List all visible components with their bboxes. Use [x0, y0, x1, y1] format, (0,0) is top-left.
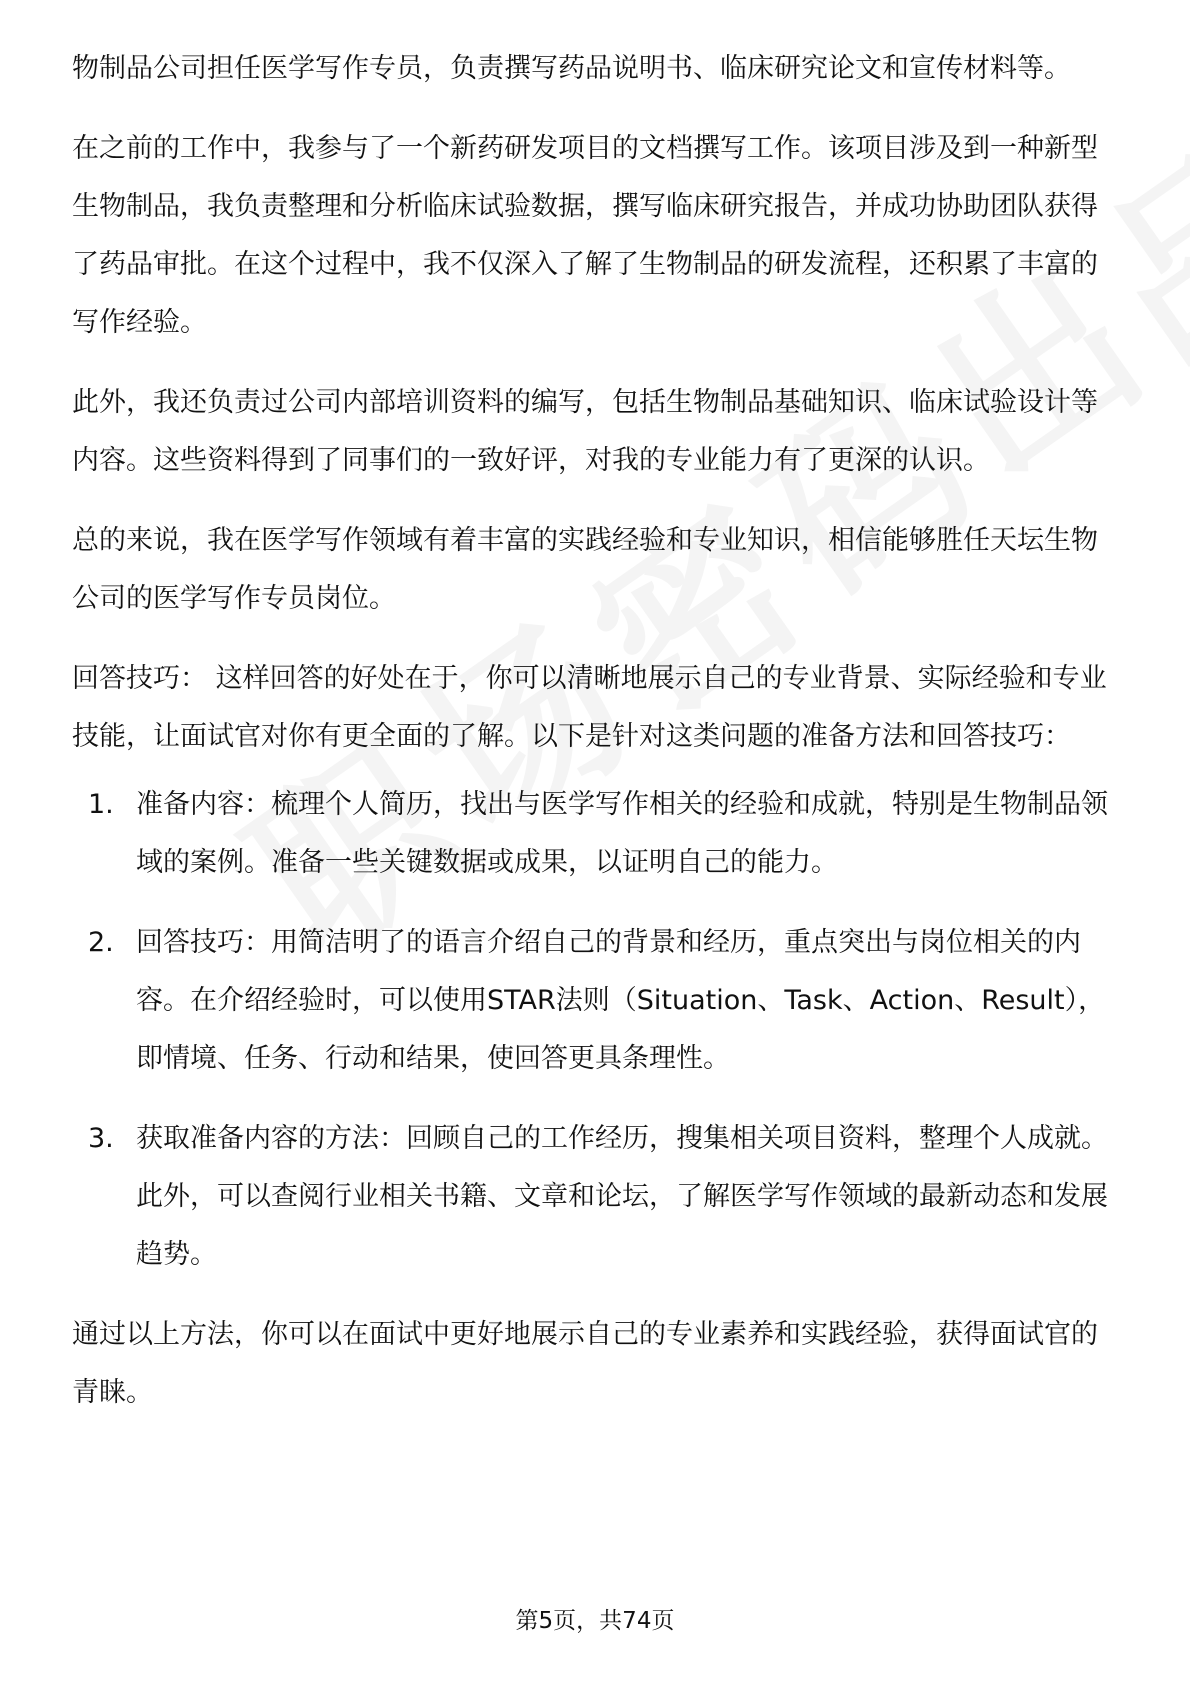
paragraph-summary: 总的来说，我在医学写作领域有着丰富的实践经验和专业知识，相信能够胜任天坛生物公司的医学写作专员岗位。: [72, 525, 1098, 614]
list-item-number: 3.: [88, 1123, 114, 1154]
list-item-number: 1.: [88, 789, 114, 820]
page-number-footer: 第5页，共74页: [515, 1608, 675, 1634]
paragraph-role-description: 物制品公司担任医学写作专员，负责撰写药品说明书、临床研究论文和宣传材料等。: [72, 53, 1071, 84]
list-item: [82, 776, 1122, 892]
list-item: [82, 914, 1122, 1088]
list-item: [82, 1110, 1122, 1284]
list-item-text: 回答技巧：用简洁明了的语言介绍自己的背景和经历，重点突出与岗位相关的内容。在介绍经验时，可以使用STAR法则（Situation、Task、Action、Result），即情境、任务、行动和结果，使回答更具条理性。: [136, 927, 1106, 1074]
paragraph-project-experience: 在之前的工作中，我参与了一个新药研发项目的文档撰写工作。该项目涉及到一种新型生物制品，我负责整理和分析临床试验数据，撰写临床研究报告，并成功协助团队获得了药品审批。在这个过程中，我不仅深入了解了生物制品的研发流程，还积累了丰富的写作经验。: [72, 133, 1098, 338]
tips-list: [72, 776, 1122, 1284]
list-item-text: 获取准备内容的方法：回顾自己的工作经历，搜集相关项目资料，整理个人成就。此外，可以查阅行业相关书籍、文章和论坛，了解医学写作领域的最新动态和发展趋势。: [136, 1123, 1108, 1270]
paragraph-closing: 通过以上方法，你可以在面试中更好地展示自己的专业素养和实践经验，获得面试官的青睐。: [72, 1319, 1098, 1408]
list-item-number: 2.: [88, 927, 114, 958]
list-item-text: 准备内容：梳理个人简历，找出与医学写作相关的经验和成就，特别是生物制品领域的案例。准备一些关键数据或成果，以证明自己的能力。: [136, 789, 1108, 878]
paragraph-answer-tips: 回答技巧： 这样回答的好处在于，你可以清晰地展示自己的专业背景、实际经验和专业技能，让面试官对你有更全面的了解。以下是针对这类问题的准备方法和回答技巧：: [72, 663, 1107, 752]
paragraph-training-materials: 此外，我还负责过公司内部培训资料的编写，包括生物制品基础知识、临床试验设计等内容。这些资料得到了同事们的一致好评，对我的专业能力有了更深的认识。: [72, 387, 1098, 476]
page-content: [72, 40, 1122, 1422]
